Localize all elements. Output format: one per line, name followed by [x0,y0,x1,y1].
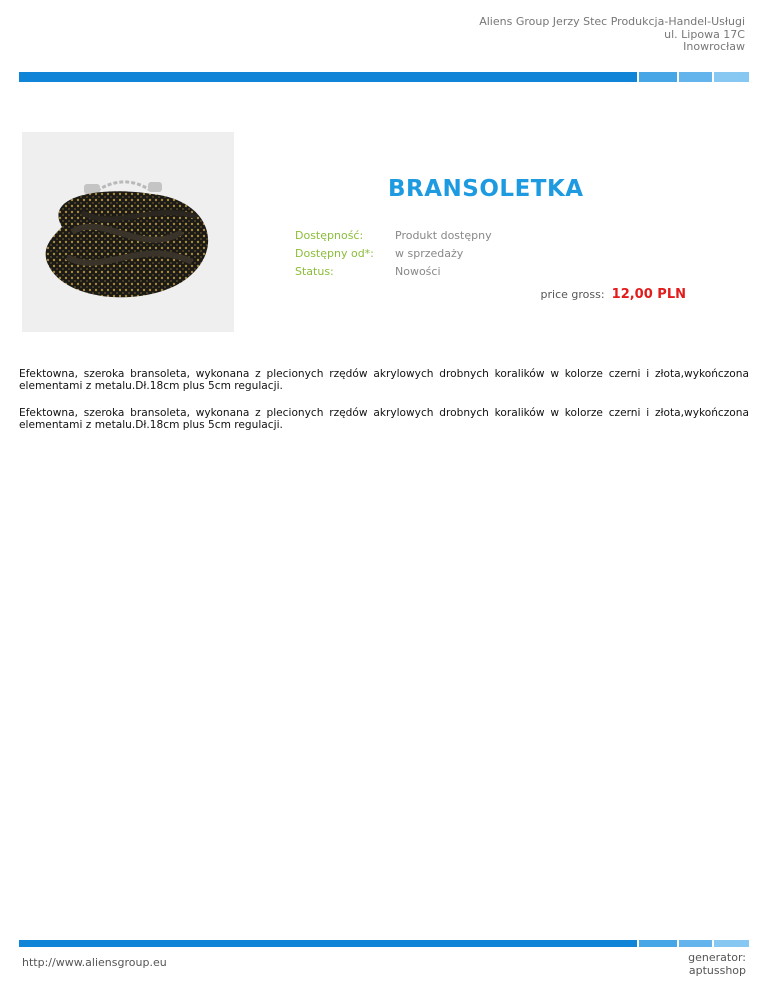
product-image [22,132,234,332]
spec-row-available-from [295,247,492,265]
company-address [479,16,745,54]
product-specs [295,229,492,283]
price-label: price gross: [540,288,605,301]
product-description: Efektowna, szeroka bransoleta, wykonana z plecionych rzędów akrylowych drobnych koralików w kolorze czerni i złota,wykończona elementami z metalu.Dł.18cm plus 5cm regulacji. [19,368,749,392]
footer-divider-bar [19,940,749,947]
spec-label: Status: [295,265,334,278]
price-value: 12,00 PLN [611,287,686,302]
spec-value: Nowości [395,265,441,278]
spec-label: Dostępny od*: [295,247,374,260]
price-block [541,283,686,302]
footer-website-link[interactable]: http://www.aliensgroup.eu [22,956,167,969]
spec-label: Dostępność: [295,229,364,242]
footer-generator [688,951,746,977]
header-divider-bar [19,72,749,82]
product-description-repeat: Efektowna, szeroka bransoleta, wykonana z plecionych rzędów akrylowych drobnych koralików w kolorze czerni i złota,wykończona elementami z metalu.Dł.18cm plus 5cm regulacji. [19,407,749,431]
company-name: Aliens Group Jerzy Stec Produkcja-Handel-Usługi [479,15,745,28]
bracelet-image [22,132,234,332]
generator-name: aptusshop [688,964,746,977]
product-title: BRANSOLETKA [388,176,584,202]
spec-value: w sprzedaży [395,247,464,260]
company-city: Inowrocław [683,40,745,53]
generator-label: generator: [688,951,746,964]
spec-value: Produkt dostępny [395,229,492,242]
spec-row-availability [295,229,492,247]
spec-row-status [295,265,492,283]
company-street: ul. Lipowa 17C [664,27,745,41]
